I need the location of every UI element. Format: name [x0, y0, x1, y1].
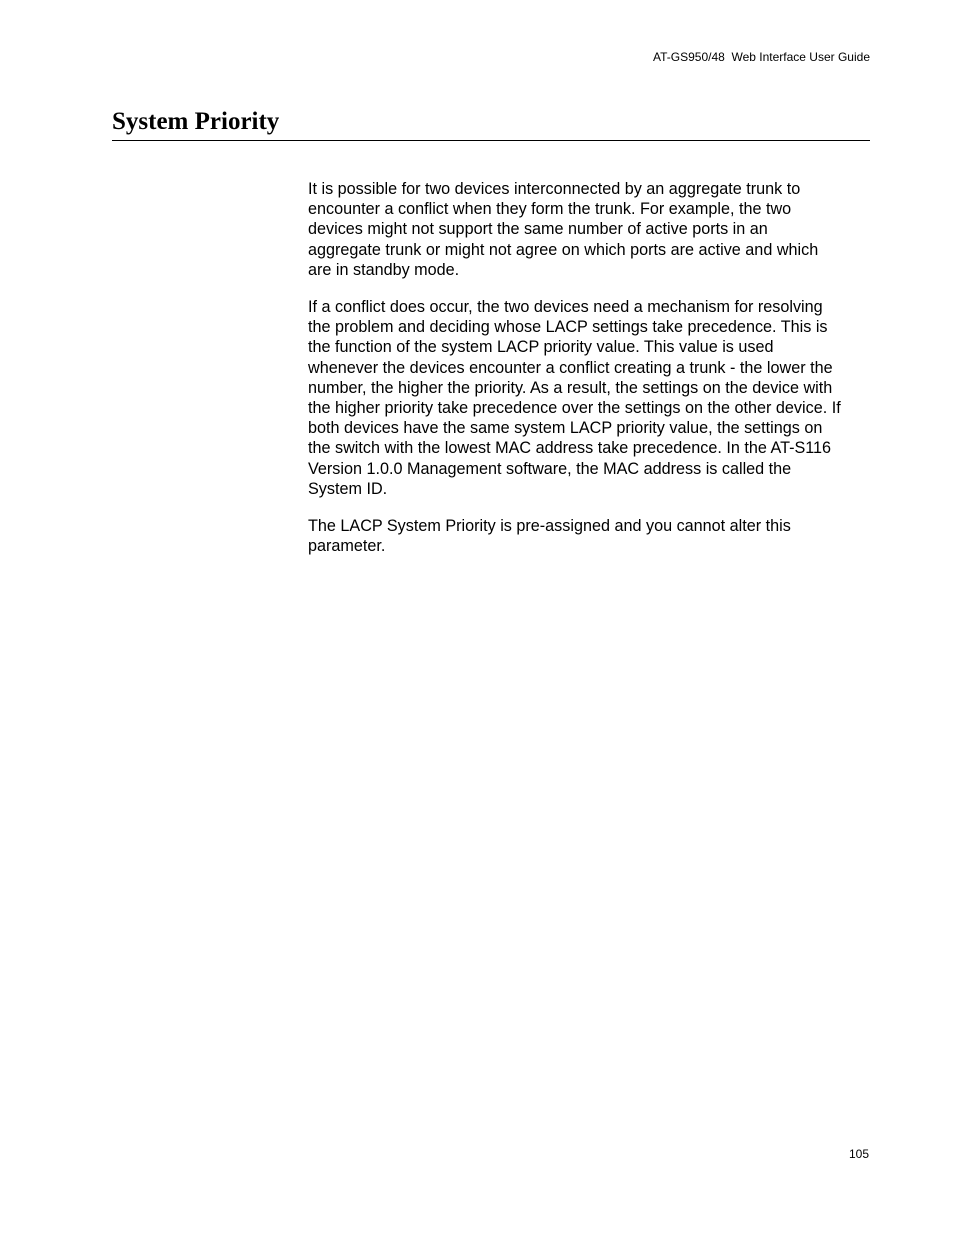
paragraph-pre-assigned: The LACP System Priority is pre-assigned and you cannot alter this parameter.: [308, 517, 791, 556]
running-header: AT-GS950/48 Web Interface User Guide: [653, 50, 870, 64]
paragraph-trunk-conflict: It is possible for two devices interconnected by an aggregate trunk to encounter a conflict when they form the trunk. For example, the two devices might not support the same number of active ports in an aggregate trunk or might not agree on which ports are active and which are in standby mode.: [308, 180, 819, 279]
page-number: 105: [848, 1147, 869, 1161]
title-rule: [112, 140, 870, 141]
paragraph-conflict-resolution: If a conflict does occur, the two devices need a mechanism for resolving the problem and deciding whose LACP settings take precedence. This is the function of the system LACP priority value. This value is used whenever the devices encounter a conflict creating a trunk - the lower the number, the higher the priority. As a result, the settings on the device with the higher priority take precedence over the settings on the other device. If both devices have the same system LACP priority value, the settings on the switch with the lowest MAC address take precedence. In the AT-S116 Version 1.0.0 Management software, the MAC address is called the System ID.: [308, 298, 841, 498]
body-text: [308, 179, 870, 573]
section-title: System Priority: [112, 108, 280, 135]
